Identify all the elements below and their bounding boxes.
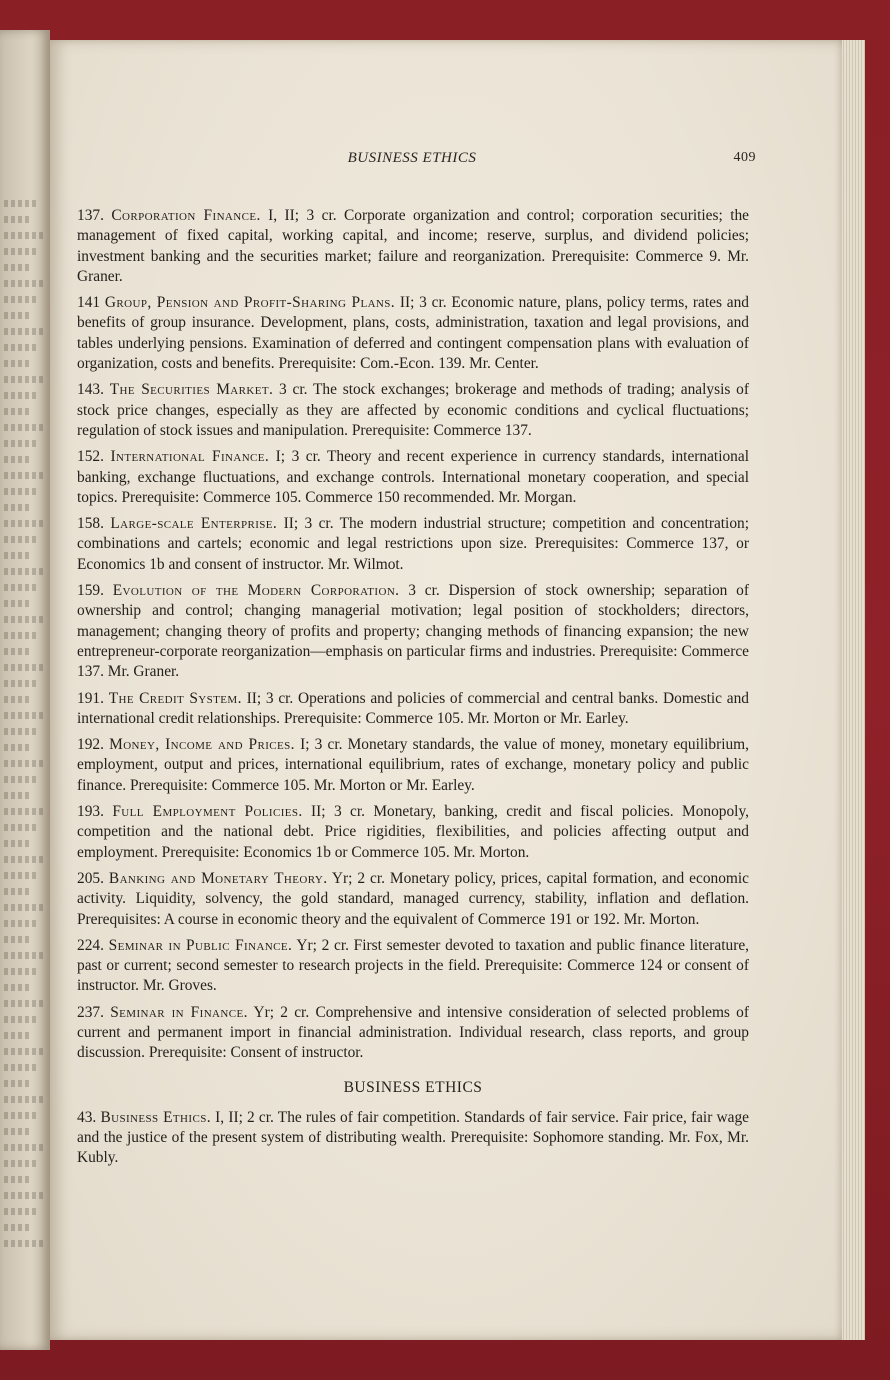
course-number: 43. bbox=[77, 1108, 97, 1126]
ghost-text-mark bbox=[4, 600, 30, 607]
course-listing bbox=[77, 206, 749, 1175]
ghost-text-mark bbox=[4, 888, 30, 895]
ghost-text-mark bbox=[4, 1064, 38, 1071]
course-description: Yr; 2 cr. Monetary policy, prices, capital formation, and economic activity. Liquidity, solvency, the gold standard, managed currency, stability, inflation and deflation. Prerequisites: A course in economic theory and the equivalent of Commerce 191 or 192. Mr. Morton. bbox=[77, 869, 749, 928]
ghost-text-mark bbox=[4, 392, 38, 399]
course-description: II; 3 cr. The modern industrial structure; competition and concentration; combinations and cartels; economic and legal restrictions upon size. Prerequisites: Commerce 137, or Economics 1b and consent of instructor. Mr. Wilmot. bbox=[77, 515, 749, 573]
course-title: Banking and Monetary Theory. bbox=[108, 869, 328, 887]
course-entry bbox=[77, 447, 749, 508]
course-title: Seminar in Finance. bbox=[110, 1003, 248, 1021]
ghost-text-mark bbox=[4, 872, 38, 879]
ghost-text-mark bbox=[4, 1080, 30, 1087]
ghost-text-mark bbox=[4, 952, 46, 959]
ghost-text-mark bbox=[4, 1224, 30, 1231]
ghost-text-mark bbox=[4, 584, 38, 591]
ghost-text-mark bbox=[4, 1000, 46, 1007]
ghost-text-mark bbox=[4, 296, 38, 303]
course-description: 3 cr. Dispersion of stock ownership; separation of ownership and control; changing managerial motivation; legal position of stockholders; directors, management; changing theory of profits and property; changing methods of financing expansion; the new entrepreneur-corporate reorganization—emphasis on particular firms and industries. Prerequisite: Commerce 137. Mr. Graner. bbox=[77, 582, 749, 681]
ghost-text-mark bbox=[4, 312, 30, 319]
course-description: II; 3 cr. Economic nature, plans, policy terms, rates and benefits of group insurance. Development, plans, costs, administration, taxation and legal provisions, and tables underlying pensions. Examination of deferred and contingent compensation plans with evaluation of organization, costs and benefits. Prerequisite: Com.-Econ. 139. Mr. Center. bbox=[77, 294, 749, 373]
ghost-text-mark bbox=[4, 1112, 38, 1119]
ghost-text-mark bbox=[4, 792, 30, 799]
ghost-text-mark bbox=[4, 776, 38, 783]
course-title: Evolution of the Modern Corporation. bbox=[112, 582, 400, 600]
course-number: 141 bbox=[77, 294, 101, 312]
ghost-text-mark bbox=[4, 1192, 46, 1199]
course-entry bbox=[77, 206, 749, 287]
course-description: I, II; 3 cr. Corporate organization and control; corporation securities; the management of fixed capital, working capital, and income; reserve, surplus, and dividend policies; investment banking and the securities market; failure and reorganization. Prerequisite: Commerce 9. Mr. Graner. bbox=[77, 207, 749, 285]
ghost-text-mark bbox=[4, 408, 30, 415]
ghost-text-mark bbox=[4, 1160, 38, 1167]
ghost-text-mark bbox=[4, 1208, 38, 1215]
ghost-text-mark bbox=[4, 840, 30, 847]
ghost-text-mark bbox=[4, 328, 46, 335]
course-entry bbox=[77, 689, 749, 730]
course-description: II; 3 cr. Operations and policies of commercial and central banks. Domestic and international credit relationships. Prerequisite: Commerce 105. Mr. Morton or Mr. Earley. bbox=[77, 689, 749, 727]
ghost-text-mark bbox=[4, 696, 30, 703]
ghost-text-mark bbox=[4, 440, 38, 447]
course-entry bbox=[77, 1003, 749, 1064]
course-number: 193. bbox=[77, 803, 104, 821]
finance-course-list bbox=[77, 206, 749, 1064]
ghost-text-mark bbox=[4, 664, 46, 671]
course-description: I; 3 cr. Theory and recent experience in currency standards, international banking, exchange fluctuations, and exchange controls. International monetary cooperation, and special topics. Prerequisite: Commerce 105. Commerce 150 recommended. Mr. Morgan. bbox=[77, 448, 749, 506]
ghost-text-mark bbox=[4, 1128, 30, 1135]
ghost-text-mark bbox=[4, 520, 46, 527]
course-description: I, II; 2 cr. The rules of fair competition. Standards of fair service. Fair price, fair wage and the justice of the present system of distributing wealth. Prerequisite: Sophomore standing. Mr. Fox, Mr. Kubly. bbox=[77, 1108, 749, 1167]
course-entry bbox=[77, 1108, 749, 1169]
ghost-text-mark bbox=[4, 1048, 46, 1055]
course-title: Corporation Finance. bbox=[111, 207, 261, 224]
page-number: 409 bbox=[733, 150, 756, 165]
page-stack-edge bbox=[840, 40, 865, 1340]
ghost-text-mark bbox=[4, 1032, 30, 1039]
course-description: II; 3 cr. Monetary, banking, credit and fiscal policies. Monopoly, competition and the national debt. Price rigidities, flexibilities, and policies affecting output and employment. Prerequisite: Economics 1b or Commerce 105. Mr. Morton. bbox=[77, 803, 749, 861]
course-title: Large-scale Enterprise. bbox=[110, 515, 278, 533]
previous-page-edge bbox=[0, 30, 50, 1350]
ghost-text-mark bbox=[4, 344, 38, 351]
course-title: Money, Income and Prices. bbox=[109, 736, 295, 754]
ghost-text-mark bbox=[4, 1096, 46, 1103]
course-title: Seminar in Public Finance. bbox=[108, 936, 293, 954]
course-number: 205. bbox=[77, 869, 104, 887]
ghost-text-mark bbox=[4, 920, 38, 927]
course-number: 224. bbox=[77, 936, 104, 954]
ghost-text-mark bbox=[4, 264, 30, 271]
ethics-course-list bbox=[77, 1108, 749, 1169]
ghost-text-mark bbox=[4, 936, 30, 943]
course-number: 143. bbox=[77, 381, 104, 399]
course-description: Yr; 2 cr. Comprehensive and intensive consideration of selected problems of current and permanent import in financial administration. Individual research, class reports, and group discussion. Prerequisite: Consent of instructor. bbox=[77, 1003, 749, 1062]
ghost-text-mark bbox=[4, 760, 46, 767]
course-entry bbox=[77, 380, 749, 441]
ghost-text-mark bbox=[4, 904, 46, 911]
course-title: Group, Pension and Profit-Sharing Plans. bbox=[104, 294, 396, 312]
course-number: 137. bbox=[77, 207, 104, 224]
ghost-text-mark bbox=[4, 504, 30, 511]
course-entry bbox=[77, 869, 749, 930]
course-number: 191. bbox=[77, 689, 104, 707]
course-title: The Securities Market. bbox=[109, 381, 274, 399]
course-number: 237. bbox=[77, 1003, 104, 1021]
course-title: International Finance. bbox=[110, 448, 270, 466]
ghost-text-mark bbox=[4, 424, 46, 431]
ghost-text-mark bbox=[4, 552, 30, 559]
ghost-text-mark bbox=[4, 472, 46, 479]
course-number: 192. bbox=[77, 736, 104, 754]
ghost-text-mark bbox=[4, 968, 38, 975]
ghost-text-mark bbox=[4, 728, 38, 735]
course-title: The Credit System. bbox=[108, 689, 242, 707]
course-description: Yr; 2 cr. First semester devoted to taxation and public finance literature, past or current; second semester to research projects in the field. Prerequisite: Commerce 124 or consent of instructor. Mr. Groves. bbox=[77, 936, 749, 995]
course-number: 159. bbox=[77, 582, 104, 600]
ghost-text-mark bbox=[4, 648, 30, 655]
ghost-text-mark bbox=[4, 280, 46, 287]
running-title: BUSINESS ETHICS bbox=[347, 150, 477, 166]
ghost-text-mark bbox=[4, 680, 38, 687]
section-heading: BUSINESS ETHICS bbox=[343, 1078, 483, 1096]
course-description: 3 cr. The stock exchanges; brokerage and methods of trading; analysis of stock price changes, especially as they are affected by economic conditions and cyclical fluctuations; regulation of stock issues and manipulation. Prerequisite: Commerce 137. bbox=[77, 381, 749, 439]
course-title: Business Ethics. bbox=[100, 1108, 211, 1126]
ghost-text-mark bbox=[4, 1176, 30, 1183]
ghost-text-mark bbox=[4, 632, 38, 639]
course-entry bbox=[77, 514, 749, 575]
ghost-text-mark bbox=[4, 744, 30, 751]
course-entry bbox=[77, 802, 749, 863]
ghost-text-mark bbox=[4, 712, 46, 719]
ghost-text-mark bbox=[4, 248, 38, 255]
course-entry bbox=[77, 936, 749, 997]
ghost-text-mark bbox=[4, 232, 46, 239]
ghost-text-mark bbox=[4, 1144, 46, 1151]
course-number: 152. bbox=[77, 448, 104, 466]
course-title: Full Employment Policies. bbox=[112, 803, 303, 821]
book-page bbox=[50, 40, 842, 1340]
ghost-text-mark bbox=[4, 1016, 38, 1023]
course-description: I; 3 cr. Monetary standards, the value of money, monetary equilibrium, employment, output and prices, international equilibrium, rates of exchange, monetary policy and public finance. Prerequisite: Commerce 105. Mr. Morton or Mr. Earley. bbox=[77, 736, 750, 794]
course-entry bbox=[77, 735, 749, 796]
ghost-text-mark bbox=[4, 568, 46, 575]
ghost-text-mark bbox=[4, 984, 30, 991]
ghost-text-mark bbox=[4, 536, 38, 543]
course-entry bbox=[77, 581, 749, 682]
ghost-text-mark bbox=[4, 360, 30, 367]
ghost-text-mark bbox=[4, 216, 30, 223]
ghost-text-mark bbox=[4, 456, 30, 463]
ghost-text-mark bbox=[4, 856, 46, 863]
ghost-text-mark bbox=[4, 808, 46, 815]
ghost-text-mark bbox=[4, 616, 46, 623]
ghost-text-mark bbox=[4, 488, 38, 495]
ghost-text-mark bbox=[4, 824, 38, 831]
ghost-text-mark bbox=[4, 1240, 46, 1247]
ghost-text-mark bbox=[4, 376, 46, 383]
course-entry bbox=[77, 293, 749, 374]
course-number: 158. bbox=[77, 515, 104, 533]
ghost-text-mark bbox=[4, 200, 38, 207]
